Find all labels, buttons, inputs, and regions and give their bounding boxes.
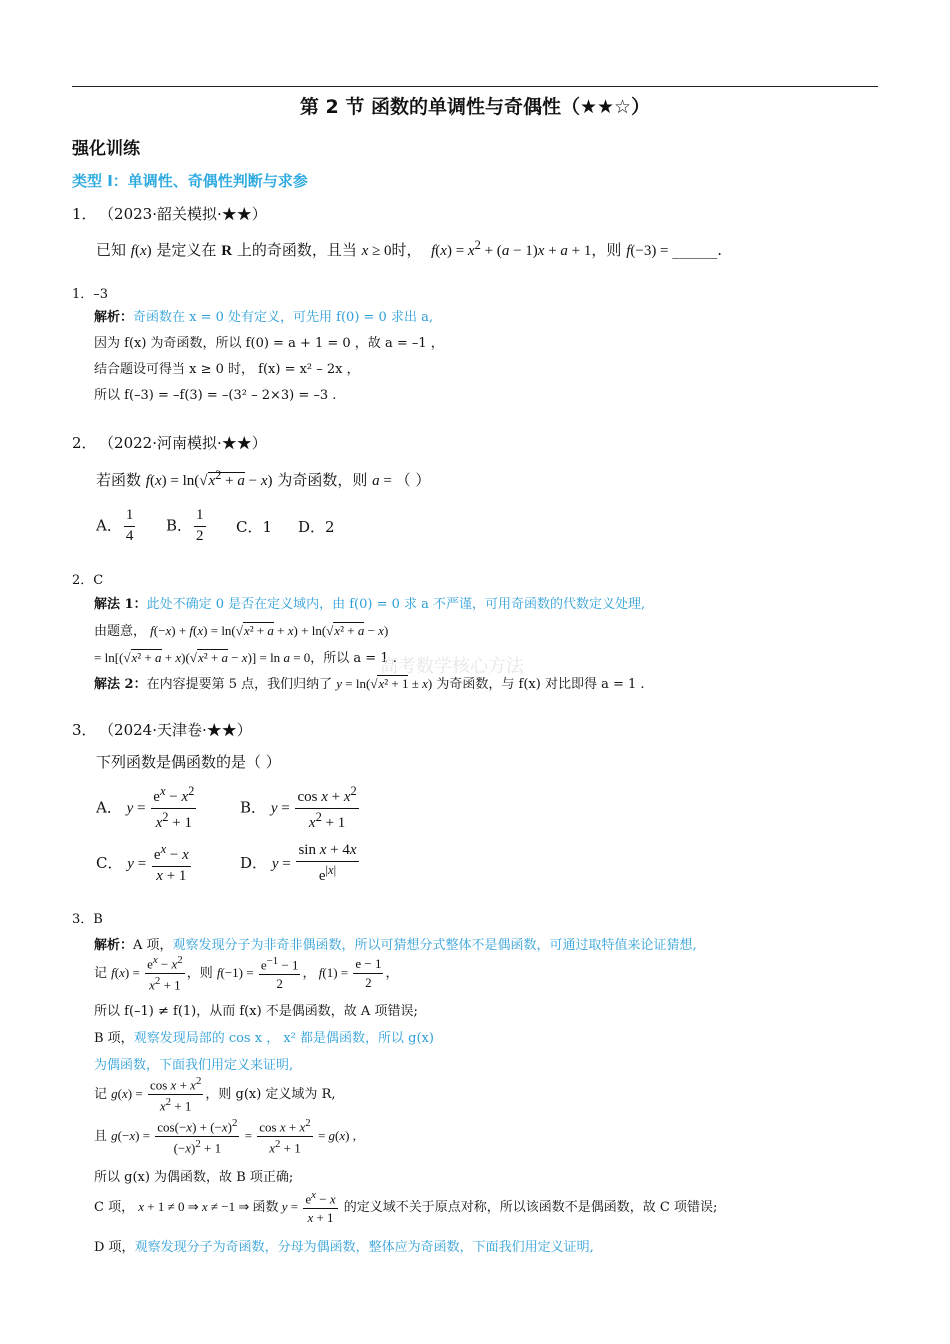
- page-title: 第 2 节 函数的单调性与奇偶性（★★☆）: [299, 96, 651, 118]
- answer-3-line: [94, 1027, 434, 1046]
- hint-text: 此处不确定 0 是否在定义域内，由 f(0) = 0 求 a 不严谨，可用奇函数的代数定义处理,: [146, 597, 646, 612]
- line-text: 的定义域不关于原点对称，所以该函数不是偶函数，故 C 项错误;: [343, 1199, 718, 1215]
- hint-text: 观察发现分子为奇函数，分母为偶函数，整体应为奇函数，下面我们用定义证明,: [134, 1240, 594, 1255]
- line-text: ，则: [186, 965, 213, 981]
- option-label: A．: [96, 516, 122, 535]
- line-text: ，则 g(x) 定义域为 R,: [205, 1086, 336, 1102]
- analysis-label: 解析：: [94, 310, 134, 325]
- question-2-header: [72, 432, 267, 453]
- answer-1-line: 所以 f(–3) = –f(3) = –(3² – 2×3) = –3 .: [94, 388, 337, 403]
- answer-3-line: [94, 934, 697, 953]
- stem-text: 若函数: [96, 471, 142, 489]
- answer-3-line: 所以 f(–1) ≠ f(1)，从而 f(x) 不是偶函数，故 A 项错误;: [94, 1004, 418, 1019]
- answer-1-line: 结合题设可得当 x ≥ 0 时， f(x) = x² – 2x ，: [94, 362, 360, 377]
- line-text: D 项，: [94, 1240, 135, 1255]
- option-a: A． $\frac{1}{4}$: [96, 507, 134, 544]
- answer-3-line: 记 f(x) = $\frac{e^x - x^2}{x^2 + 1}$ ，则 f(−1) = $\frac{e^{-1} - 1}{2}$ ， f(1) = $\frac{e - 1}{2}$ ，: [94, 954, 399, 993]
- option-label: D．: [240, 853, 268, 872]
- option-b: B． $\frac{1}{2}$: [166, 507, 204, 544]
- watermark: 高考数学核心方法: [380, 656, 524, 677]
- stem-text: 时，: [391, 241, 422, 259]
- question-number: 2．: [72, 434, 97, 452]
- stem-text: 为奇函数，则: [277, 471, 368, 489]
- option-label: B．: [240, 798, 267, 817]
- option-d: D．2: [298, 518, 335, 536]
- stem-text: 上的奇函数，且当: [236, 241, 357, 259]
- type-heading: 类型 I：单调性、奇偶性判断与求参: [72, 172, 308, 190]
- top-rule: [72, 86, 878, 87]
- question-number: 1．: [72, 205, 97, 223]
- question-source: （2024·天津卷·★★）: [106, 721, 252, 739]
- option-d: D． y = $\frac{\text{sin x + 4x}}{e^{|x|}}$: [240, 842, 357, 884]
- answer-3-line: 所以 g(x) 为偶函数，故 B 项正确;: [94, 1170, 294, 1185]
- option-b: B． y = $\frac{\cos x + x^2}{x^2 + 1}$: [240, 784, 357, 831]
- answer-2-line: 由题意， f(−x) + f(x) = ln(√x² + a + x) + ln(√x² + a − x): [94, 623, 389, 639]
- hint-text: 观察发现局部的 cos x ， x² 都是偶函数，所以 g(x): [133, 1031, 434, 1046]
- method-label: 解法 1：: [94, 597, 147, 612]
- line-text: 且: [94, 1128, 108, 1144]
- answer-1: 1．–3: [72, 287, 109, 302]
- question-2-stem: 若函数 $f(x) = \ln(√x^2 + a - x)$ 为奇函数，则 a = （ ）: [96, 468, 431, 489]
- line-text: 由题意，: [94, 624, 147, 639]
- question-1-stem: 已知 f(x) 是定义在 R 上的奇函数，且当 x ≥ 0时， $f(x) = x^2 + (a - 1)x + a + 1$，则 f(−3) = ______.: [96, 238, 723, 259]
- line-text: ，所以 a = 1 .: [310, 651, 397, 666]
- answer-3-line: C 项， x + 1 ≠ 0 ⇒ x ≠ −1 ⇒ 函数 y = $\frac{e^x - x}{x + 1}$ 的定义域不关于原点对称，所以该函数不是偶函数，故 C 项错误;: [94, 1189, 718, 1225]
- hint-text: 观察发现分子为非奇非偶函数，所以可猜想分式整体不是偶函数，可通过取特值来论证猜想,: [172, 938, 697, 953]
- question-3-stem: 下列函数是偶函数的是（ ）: [96, 753, 281, 771]
- answer-2: 2．C: [72, 573, 104, 588]
- question-source: （2023·韶关模拟·★★）: [106, 205, 267, 223]
- answer-3-line: [94, 1236, 594, 1255]
- line-text: 记: [94, 965, 108, 981]
- line-text: C 项，: [94, 1199, 135, 1215]
- analysis-label: 解析：: [94, 938, 134, 953]
- method-label: 解法 2：: [94, 677, 147, 692]
- question-3-header: [72, 719, 252, 740]
- stem-text: （ ）: [395, 471, 431, 489]
- answer-3-line: 记 g(x) = $\frac{\cos x + x^2}{x^2 + 1}$ ，则 g(x) 定义域为 R,: [94, 1075, 336, 1114]
- line-text: 在内容提要第 5 点，我们归纳了: [146, 677, 333, 692]
- answer-2-hint: [94, 593, 645, 612]
- question-1-header: [72, 203, 267, 224]
- option-label: B．: [166, 516, 193, 535]
- option-label: C．: [96, 853, 123, 872]
- answer-3-line: 且 g(−x) = $\frac{\cos(-x) + (-x)^2}{(-x)^2 + 1}$ = $\frac{\cos x + x^2}{x^2 + 1}$ = g(x) ,: [94, 1117, 357, 1156]
- question-source: （2022·河南模拟·★★）: [106, 434, 267, 452]
- answer-2-line: 解法 2：在内容提要第 5 点，我们归纳了 y = ln(√x² + 1 ± x) 为奇函数，与 f(x) 对比即得 a = 1 .: [94, 676, 645, 692]
- answer-3-hint: 为偶函数，下面我们用定义来证明,: [94, 1058, 294, 1073]
- answer-2-line: = ln[(√x² + a + x)(√x² + a − x)] = ln a = 0，所以 a = 1 .: [94, 650, 397, 666]
- section-heading: 强化训练: [72, 139, 140, 159]
- stem-text: ，则: [591, 241, 622, 259]
- answer-1-line: 因为 f(x) 为奇函数，所以 f(0) = a + 1 = 0 ，故 a = –1 ，: [94, 336, 444, 351]
- answer-blank: ______.: [672, 241, 723, 259]
- answer-3: 3．B: [72, 912, 103, 927]
- option-c: C．1: [236, 518, 273, 536]
- hint-text: 奇函数在 x = 0 处有定义，可先用 f(0) = 0 求出 a,: [133, 310, 433, 325]
- line-text: 为奇函数，与 f(x) 对比即得 a = 1 .: [436, 677, 645, 692]
- stem-text: 是定义在: [156, 241, 217, 259]
- line-text: A 项，: [133, 938, 173, 953]
- question-number: 3．: [72, 721, 97, 739]
- option-c: C． y = $\frac{e^x - x}{x + 1}$: [96, 842, 189, 884]
- answer-1-hint: [94, 306, 433, 325]
- option-label: A．: [96, 798, 122, 817]
- option-a: A． y = $\frac{e^x - x^2}{x^2 + 1}$: [96, 784, 195, 831]
- line-text: 记: [94, 1086, 108, 1102]
- line-text: B 项，: [94, 1031, 134, 1046]
- stem-text: 已知: [96, 241, 127, 259]
